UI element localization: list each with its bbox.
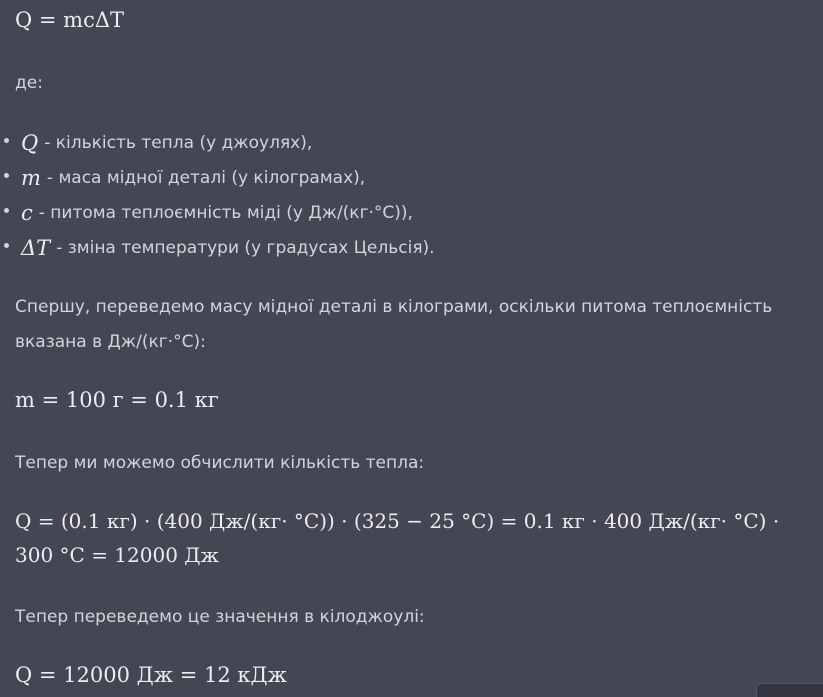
- formula-calc-line2: 300 °C = 12000 Дж: [15, 543, 219, 567]
- variable-symbol: Q: [21, 130, 39, 155]
- variable-description: - маса мідної деталі (у кілограмах),: [46, 167, 366, 188]
- kilo-intro: Тепер переведемо це значення в кілоджоулі:: [15, 607, 425, 627]
- convert-intro-line2: вказана в Дж/(кг·°C):: [15, 332, 206, 352]
- variable-symbol: m: [21, 165, 41, 190]
- convert-intro-line1: Спершу, переведемо масу мідної деталі в кілограми, оскільки питома теплоємність: [15, 297, 773, 317]
- bullet-icon: [4, 208, 9, 213]
- list-item: [4, 160, 435, 195]
- list-item: [4, 195, 435, 230]
- variable-symbol: ΔT: [21, 235, 51, 260]
- formula-calc-line1: Q = (0.1 кг) · (400 Дж/(кг· °C)) · (325 − 25 °C) = 0.1 кг · 400 Дж/(кг· °C) ·: [15, 509, 780, 533]
- variable-description: - зміна температури (у градусах Цельсія).: [56, 237, 435, 258]
- where-label: де:: [15, 73, 43, 93]
- variable-description: - кількість тепла (у джоулях),: [44, 132, 313, 153]
- list-item: [4, 125, 435, 160]
- bullet-icon: [4, 243, 9, 248]
- bullet-icon: [4, 173, 9, 178]
- formula-mass: m = 100 г = 0.1 кг: [15, 388, 219, 412]
- variable-description: - питома теплоємність міді (у Дж/(кг·°C)),: [38, 202, 413, 223]
- bullet-icon: [4, 138, 9, 143]
- variable-symbol: c: [21, 200, 33, 225]
- scroll-to-bottom-button[interactable]: [756, 683, 823, 697]
- formula-heat: Q = mcΔT: [15, 8, 125, 32]
- formula-result: Q = 12000 Дж = 12 кДж: [15, 663, 287, 687]
- list-item: [4, 230, 435, 265]
- variable-list: [4, 125, 435, 265]
- calc-intro: Тепер ми можемо обчислити кількість тепла:: [15, 453, 425, 473]
